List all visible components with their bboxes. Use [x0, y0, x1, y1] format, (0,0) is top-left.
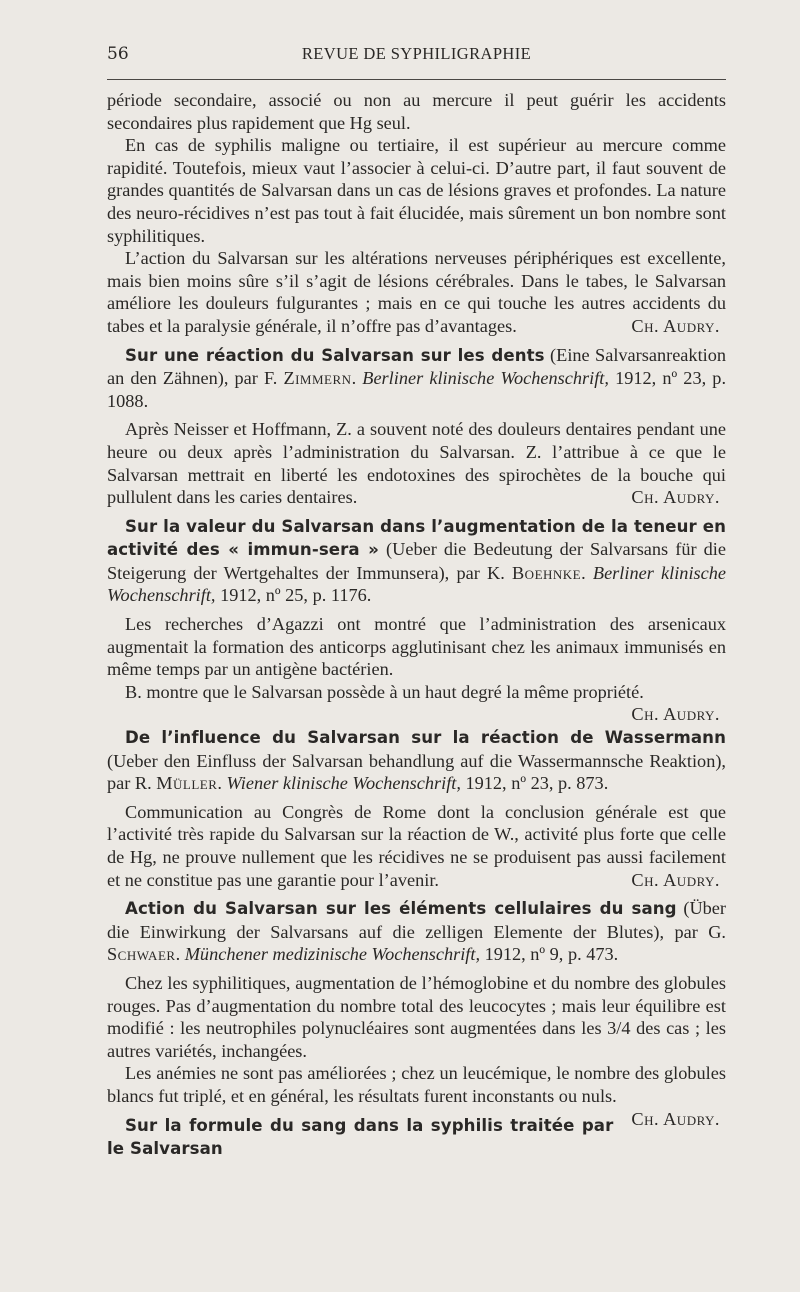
page-body	[107, 89, 726, 1161]
paragraph-text: Après Neisser et Hoffmann, Z. a souvent noté des douleurs dentaires pendant une heure ou deux après l’administration du Salvarsan. Z. l’attribue à ce que le Salvarsan mettrait en liberté les endotoxines des spirochètes de la bouche qui pullulent dans les caries dentaires.	[107, 419, 726, 508]
paragraph	[107, 801, 726, 891]
article-title: Sur la formule du sang dans la syphilis traitée par le Salvarsan	[107, 1115, 614, 1159]
paragraph: période secondaire, associé ou non au mercure il peut guérir les accidents secondaires plus rapidement que Hg seul.	[107, 90, 726, 133]
paragraph	[107, 418, 726, 508]
page-header	[107, 44, 726, 68]
header-rule	[107, 79, 726, 80]
article-author: Müller	[156, 773, 218, 794]
article-ref: 1912, nº 9, p. 473.	[480, 944, 619, 965]
article-ref: .	[175, 944, 185, 965]
signature: Ch. Audry.	[631, 487, 720, 508]
article-ref: .	[217, 773, 227, 794]
paragraph-text: Les anémies ne sont pas améliorées ; chez un leucémique, le nombre des globules blancs fut triplé, et en général, les résultats furent inconstants ou nuls.	[107, 1063, 726, 1106]
article-ref: (Ueber die Bedeutung der Salvarsans für die Steigerung der Wertgehaltes der Immunsera), par K.	[107, 539, 726, 583]
paragraph: Chez les syphilitiques, augmentation de l’hémoglobine et du nombre des globules rouges. Pas d’augmentation du nombre total des leucocytes ; mais leur équilibre est modifié : les neutrophiles polynucléaires sont augmentées dans les 3/4 des cas ; les autres variétés, inchangées.	[107, 972, 726, 1061]
paragraph	[107, 1062, 726, 1129]
signature: Ch. Audry.	[631, 315, 720, 336]
paragraph: En cas de syphilis maligne ou tertiaire, il est supérieur au mercure comme rapidité. Toutefois, mieux vaut l’associer à celui-ci. D’autre part, il faut souvent de grandes quantités de Salvarsan dans un cas de lésions graves et profondes. La nature des neuro-récidives n’est pas tout à fait élucidée, mais sûrement un bon nombre sont syphilitiques.	[107, 135, 726, 246]
article-ref: .	[581, 562, 593, 583]
article-journal: Wiener klinische Wochenschrift,	[226, 773, 461, 794]
paragraph: Les recherches d’Agazzi ont montré que l’administration des arsenicaux augmentait la formation des anticorps agglutinisant chez les animaux immunisés en même temps par un antigène bactérien.	[107, 614, 726, 680]
article-author: Zimmern	[283, 368, 352, 389]
article-ref: (Eine Salvarsanreaktion an den Zähnen), par F.	[107, 344, 727, 389]
article-heading	[107, 344, 726, 413]
article-heading	[107, 726, 726, 795]
article-author: Schwaer	[107, 944, 176, 965]
paragraph-text: L’action du Salvarsan sur les altérations nerveuses périphériques est excellente, mais bien moins sûre s’il s’agit de lésions cérébrales. Dans le tabes, le Salvarsan améliore les douleurs fulgurantes ; mais en ce qui touche les autres accidents du tabes et la paralysie générale, il n’offre pas d’avantages.	[107, 248, 726, 336]
article-ref: (Über die Einwirkung der Salvarsans auf die zelligen Elemente der Blutes), par G.	[107, 898, 727, 942]
article-title: Sur la valeur du Salvarsan dans l’augmentation de la teneur en activité des « immun-sera »	[107, 516, 726, 560]
running-title: REVUE DE SYPHILIGRAPHIE	[301, 44, 532, 63]
article-title: De l’influence du Salvarsan sur la réaction de Wassermann	[125, 728, 726, 748]
article-ref: .	[351, 368, 363, 389]
article-ref: 1912, nº 25, p. 1176.	[215, 585, 372, 606]
article-journal: Berliner klinische Wochenschrift,	[362, 368, 609, 389]
article-title: Sur une réaction du Salvarsan sur les dents	[125, 345, 545, 365]
paragraph: B. montre que le Salvarsan possède à un haut degré la même propriété.	[125, 681, 644, 702]
article-title: Action du Salvarsan sur les éléments cellulaires du sang	[125, 899, 677, 919]
paragraph-text: Communication au Congrès de Rome dont la conclusion générale est que l’activité très rapide du Salvarsan sur la réaction de W., activité plus forte que celle de Hg, ne prouve nullement que les récidives ne se produisent pas aussi facilement et ne constitue pas une garantie pour l’avenir.	[107, 801, 726, 890]
article-journal: Münchener medizinische Wochenschrift,	[184, 944, 481, 965]
article-ref: 1912, nº 23, p. 873.	[460, 773, 609, 794]
signature: Ch. Audry.	[631, 869, 720, 890]
paragraph	[107, 247, 726, 337]
signature: Ch. Audry.	[631, 704, 720, 725]
article-heading	[107, 515, 726, 607]
signature: Ch. Audry.	[631, 1108, 720, 1129]
article-ref: (Ueber den Einfluss der Salvarsan behandlung auf die Wassermannsche Reaktion), par R.	[107, 750, 726, 794]
article-heading	[107, 897, 726, 966]
article-ref: 1912, nº 23, p. 1088.	[107, 368, 727, 411]
page-number: 56	[107, 44, 129, 64]
article-journal: Berliner klinische Wochenschrift,	[107, 562, 727, 606]
article-author: Boehnke	[511, 562, 582, 583]
